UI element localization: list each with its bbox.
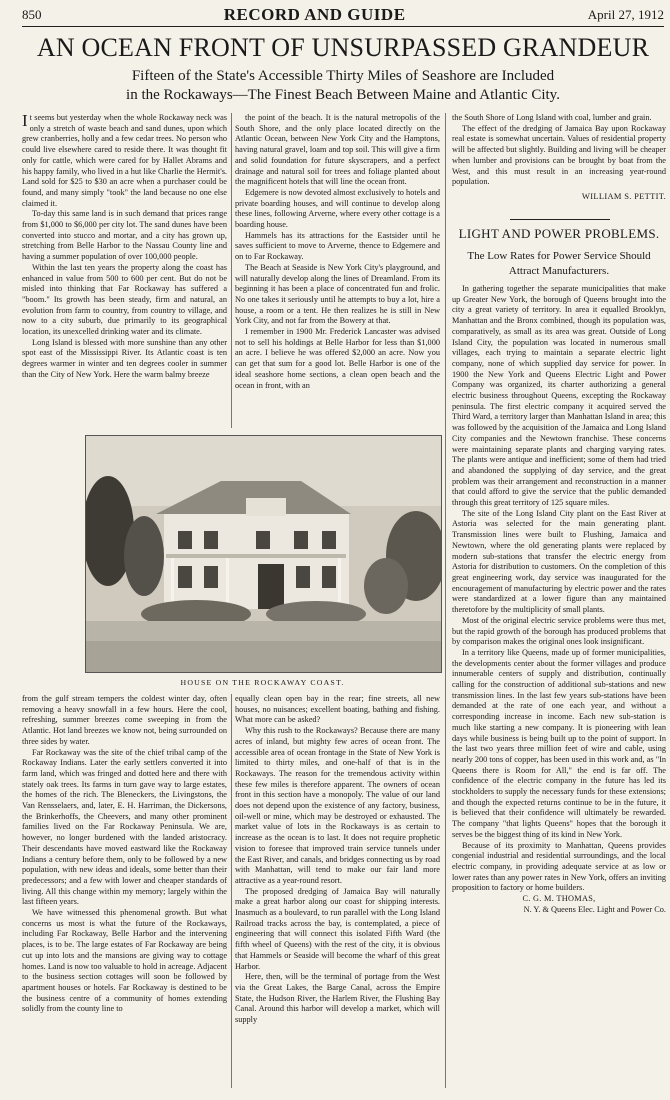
- paragraph: the point of the beach. It is the natural metropolis of the South Shore, and the only place located directly on the Atlantic Ocean, between New York City and the Hamptons, having natural gravel, loam and top soil. This will give a firm and solid foundation for future skyscrapers, and a perfect drainage and natural soil for trees and foliage planted about the magnificent hotels that will line the ocean front.: [235, 113, 440, 187]
- article-column-2-lower: [235, 694, 440, 1088]
- page-header: [22, 6, 664, 24]
- article2-title: LIGHT AND POWER PROBLEMS.: [458, 226, 660, 241]
- article-column-1-lower: [22, 694, 227, 1088]
- article-column-1: [22, 113, 227, 429]
- article2-subhead-2: Attract Manufacturers.: [508, 265, 610, 277]
- paragraph: Long Island is blessed with more sunshine than any other spot east of the Mississippi River. Its Atlantic coast is ten degrees warmer in winter and ten degrees cooler in summer than the City of New York. Here the warm balmy breeze: [22, 337, 227, 379]
- paragraph: We have witnessed this phenomenal growth. But what concerns us most is what the future of the Rockaways, including Far Rockaway, Belle Harbor and the intervening places, is to be. The large estates of Far Rockaway are being cut up into lots and the mansions are giving way to cottage homes. Land is now too valuable to hold in acreage. Adjacent to the business section cottages will soon be followed by apartment houses or hotels. Far Rockaway is destined to be the business centre of a community of homes extending solidly from the county line to: [22, 908, 227, 1014]
- author-company: N. Y. & Queens Elec. Light and Power Co.: [523, 904, 666, 914]
- paragraph: Edgemere is now devoted almost exclusively to hotels and private boarding houses, and will continue to develop along these lines, following Arverne, where every other cottage is a boarding house.: [235, 187, 440, 230]
- author-signature: WILLIAM S. PETTIT.: [581, 190, 666, 201]
- paragraph: Why this rush to the Rockaways? Because there are many acres of inland, but mighty few acres of ocean front. The accessible area of ocean frontage in the State of New York is limited to thirty miles, and one-half of that is in the Rockaways. The reason for the tremendous activity within these few miles is therefore apparent. The owners of ocean front in this section have a monopoly. The value of our land does not depend upon the existence of any factory, business, oil-well or mine, which may be destroyed or exhausted. The market value of lots in the Rockaways is as certain to increase as the ocean is to last. It does not require prophetic vision to foresee that improved train service tunnels under the East River, and canals, and bridges connecting us by road with Manhattan, will tend to make our fair land more attractive as a year-round resort.: [235, 726, 440, 885]
- paragraph: from the gulf stream tempers the coldest winter day, often removing a heavy snowfall in a few hours. Here the cool, refreshing, summer breezes come sweeping in from the Atlantic. Hot land breezes we know not, being surrounded on three sides by water.: [22, 694, 227, 746]
- paragraph: I remember in 1900 Mr. Frederick Lancaster was advised not to sell his holdings at Belle Harbor for less than $1,000 an acre. I believe he was offered $2,000 an acre. Now you can get that sum for a good lot. Belle Harbor is one of the ideal seashore home sections, a clean open beach and the ocean in front, with an: [235, 327, 440, 390]
- article2-body: [452, 284, 666, 1090]
- photo-caption: HOUSE ON THE ROCKAWAY COAST.: [180, 678, 345, 687]
- paragraph: Hammels has its attractions for the Eastsider until he saves sufficient to move to Arverne, thence to Edgemere and on to Far Rockaway.: [235, 230, 440, 262]
- paragraph: Because of its proximity to Manhattan, Queens provides congenial industrial and residential surroundings, and the local electric company, in providing adequate service at as low or lower rates than any power rates in New York, offers an inviting proposition to factory or home builders.: [452, 840, 666, 893]
- paragraph: The proposed dredging of Jamaica Bay will naturally make a great harbor along our coast for shipping interests. Inasmuch as a boulevard, to run parallel with the Long Island Railroad tracks across the bay, is contemplated, a piece of engineering that will connect this isolated Fifth Ward (the fifth wheel of Queens) with the rest of the city, it is obvious that Hammels or Seaside will become the wharf of this great Harbor.: [235, 886, 440, 971]
- column-divider: [231, 113, 232, 428]
- article-headline: AN OCEAN FRONT OF UNSURPASSED GRANDEUR: [36, 33, 650, 62]
- paragraph: Here, then, will be the terminal of portage from the West via the Great Lakes, the Barge Canal, across the Empire State, the Hudson River, the Harlem River, the Flushing Bay Canal. Around this harbor will develop a market, which will supply: [235, 972, 440, 1025]
- issue-date: April 27, 1912: [587, 7, 664, 22]
- article-subhead-2: in the Rockaways—The Finest Beach Between Maine and Atlantic City.: [126, 87, 560, 103]
- author-signature: C. G. M. THOMAS,: [522, 894, 596, 904]
- paragraph: The Beach at Seaside is New York City's playground, and will naturally develop along the lines of Dreamland. From its beginning it has been a place of concentrated fun and frolic. No one takes it seriously until he attempts to buy a lot, hire a house, a room or a tent. He then realizes he is still in New York City, and not far from the Bowery at that.: [235, 262, 440, 326]
- paragraph: It seems but yesterday when the whole Rockaway neck was only a stretch of waste beach and sand dunes, upon which grew cranberries, holly and a few cedar trees. No person who could live elsewhere cared to reside there. It was thought fit only for cattle, which were cared for by Hallet Abrams and his happy family, who lived in a hut like Charlie the Hermit's. Land sold for $25 to $30 an acre when a purchaser could be found, and many simply "took" the land because no one else claimed it.: [22, 113, 227, 208]
- column-divider: [231, 694, 232, 1088]
- paragraph: The effect of the dredging of Jamaica Bay upon Rockaway real estate is somewhat uncertain. Values of residential property will be affected but slightly. Building and living will be cheaper when lumber and provisions can be brought by boat from the West, and this must result in an increasing year-round population.: [452, 123, 666, 187]
- paragraph: To-day this same land is in such demand that prices range from $1,000 to $6,000 per city lot. The sand dunes have been converted into stucco and mortar, and a city has grown up, stretching from Belle Harbor to the Nassau County line and having a summer population of over 100,000 people.: [22, 209, 227, 262]
- paragraph: equally clean open bay in the rear; fine streets, all new houses, no nuisances; excellent boating, bathing and fishing. What more can be asked?: [235, 694, 440, 725]
- house-illustration: [86, 436, 441, 672]
- page-number: 850: [22, 7, 42, 22]
- paragraph: Most of the original electric service problems were thus met, but the rapid growth of the borough has produced problems that by comparison makes the original ones look insignificant.: [452, 615, 666, 647]
- paragraph: Far Rockaway was the site of the chief tribal camp of the Rockaway Indians. Later the early settlers converted it into farm land, which was fringed and dotted here and there with stately oak trees. Its farms in turn gave way to large estates, the homes of the rich. The Bleneckers, the Livingstons, the Van Rensselaers, and, later, E. H. Harriman, the Dickersons, the Brinkerhoffs, the Cheevers, and many other prominent families lived on the Far Rockaway Peninsula. We are, however, no longer burdened with the landed aristocracy. Their descendants have moved eastward like the Rockaway Indians a century before them, only to be followed by a new population, with new ideas and ideals, some better than their predecessors; and a few with lower and cheaper standards of living. All this change within my memory; largely within the last fifteen years.: [22, 747, 227, 907]
- masthead: RECORD AND GUIDE: [223, 5, 406, 24]
- paragraph: Within the last ten years the property along the coast has enhanced in value from 500 to 600 per cent. But do not be misled into thinking that Far Rockaway has suffered a "boom." Its growth has been steady, firm and natural, an evolution from farm to country, from country to village, and now to a city suburb, due primarily to its geographical location, its unexcelled drinking water and its climate.: [22, 262, 227, 337]
- article2-subhead-1: The Low Rates for Power Service Should: [467, 250, 651, 262]
- article-column-2: [235, 113, 440, 429]
- header-rule: [22, 26, 664, 27]
- paragraph: In gathering together the separate municipalities that make up Greater New York, the borough of Queens brought into the city a great variety of territory. In area it equalled Brooklyn, Manhattan and the Bronx combined, though its population was, comparatively, as small as its area was great. Outside of Long Island City, the population was located in numerous small villages, each trying to maintain a separate electric light company, none of which supplied day service for power. In 1900 the New York and Queens Electric Light and Power Company was organized, its charter authorizing a general electric business throughout Queens, excepting the Rockaway peninsula. The first electric company it acquired served the Third Ward, a territory larger than Manhattan Island in area; this was followed by the acquisition of the Jamaica and Long Island City companies and the Newtown franchise. These concerns were maintaining separate plants and charging varying rates. The plants were antique and inefficient; some of them had tried and abandoned the supplying of day service, and the great problem was their arrangement and reconstruction in a manner that could afford to give the service that the public demanded through this great territory of 125 square miles.: [452, 284, 666, 508]
- column-divider: [445, 113, 446, 1088]
- article-column-3: [452, 113, 666, 216]
- section-rule: [510, 219, 610, 220]
- article-subhead-1: Fifteen of the State's Accessible Thirty Miles of Seashore are Included: [131, 68, 555, 84]
- house-photo: [85, 435, 442, 673]
- paragraph: the South Shore of Long Island with coal, lumber and grain.: [452, 113, 652, 122]
- paragraph: The site of the Long Island City plant on the East River at Astoria was selected for the main generating plant. Transmission lines were built to Flushing, Jamaica and Newtown, where the old generating plants were replaced by modern sub-stations that transfer the electric energy from Astoria for distribution to customers. On the completion of this great engineering work, day service was inaugurated for the encouragement of manufacturing by electric power and the rates were standardized at a lower figure than any maintained theretofore by the multiplicity of small plants.: [452, 508, 666, 615]
- paragraph: In a territory like Queens, made up of former municipalities, the developments center about the former villages and produce innumerable centers of supply and distribution, continually calling for the construction of additional sub-stations and new transmission lines. In the last few years sub-stations have been demanded at the rate of one each year, and without a corresponding increase in income. Each new sub-station is much like starting a new company. It is pioneering with lean days while business is being built up to the point of support. In the last two years three million feet of wire and cable, using nearly 200 tons of copper, has been used in this work and, as "In Queens there is Room for All," the end is far off. The confidence of the electric company in the future has led its stockholders to supply the necessary funds for these extensions; and though the expected returns continue to be in the future, it is believed that their confidence will ultimately be rewarded. The company "that lights Queens" hopes that the borough it serves be the biggest thing of its kind in New York.: [452, 647, 666, 839]
